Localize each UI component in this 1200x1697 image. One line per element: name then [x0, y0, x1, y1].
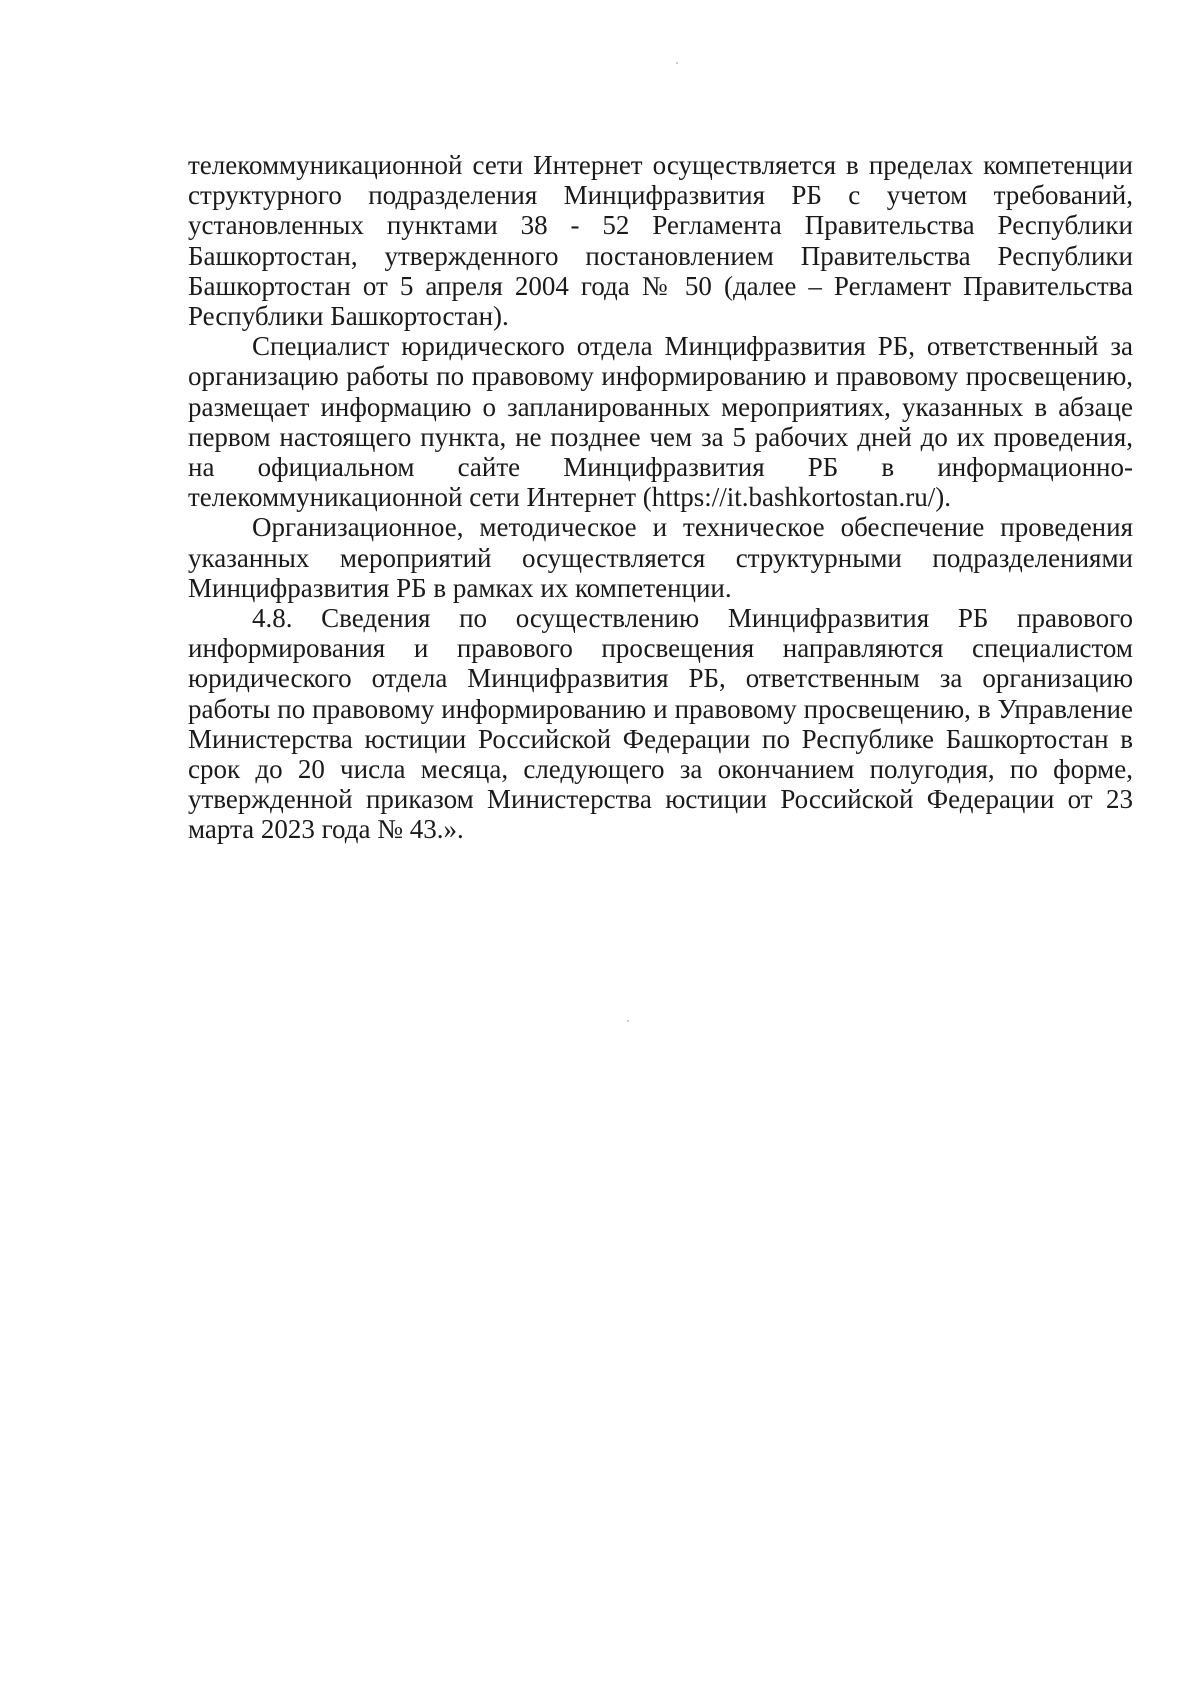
scan-speck: [627, 1020, 629, 1022]
document-body: [188, 150, 1133, 845]
paragraph-continuation: телекоммуникационной сети Интернет осуществляется в пределах компетенции структурного подразделения Минцифразвития РБ с учетом требований, установленных пунктами 38 - 52 Регламента Правительства Республики Башкортостан, утвержденного постановлением Правительства Республики Башкортостан от 5 апреля 2004 года № 50 (далее – Регламент Правительства Республики Башкортостан).: [188, 150, 1133, 332]
scan-speck: [676, 62, 678, 64]
paragraph-4-8: 4.8. Сведения по осуществлению Минцифразвития РБ правового информирования и правового просвещения направляются специалистом юридического отдела Минцифразвития РБ, ответственным за организацию работы по правовому информированию и правовому просвещению, в Управление Министерства юстиции Российской Федерации по Республике Башкортостан в срок до 20 числа месяца, следующего за окончанием полугодия, по форме, утвержденной приказом Министерства юстиции Российской Федерации от 23 марта 2023 года № 43.».: [188, 603, 1133, 845]
paragraph-specialist: Специалист юридического отдела Минцифразвития РБ, ответственный за организацию работы по правовому информированию и правовому просвещению, размещает информацию о запланированных мероприятиях, указанных в абзаце первом настоящего пункта, не позднее чем за 5 рабочих дней до их проведения, на официальном сайте Минцифразвития РБ в информационно-телекоммуникационной сети Интернет (https://it.bashkortostan.ru/).: [188, 331, 1133, 513]
paragraph-support: Организационное, методическое и техническое обеспечение проведения указанных мероприятий осуществляется структурными подразделениями Минцифразвития РБ в рамках их компетенции.: [188, 512, 1133, 603]
